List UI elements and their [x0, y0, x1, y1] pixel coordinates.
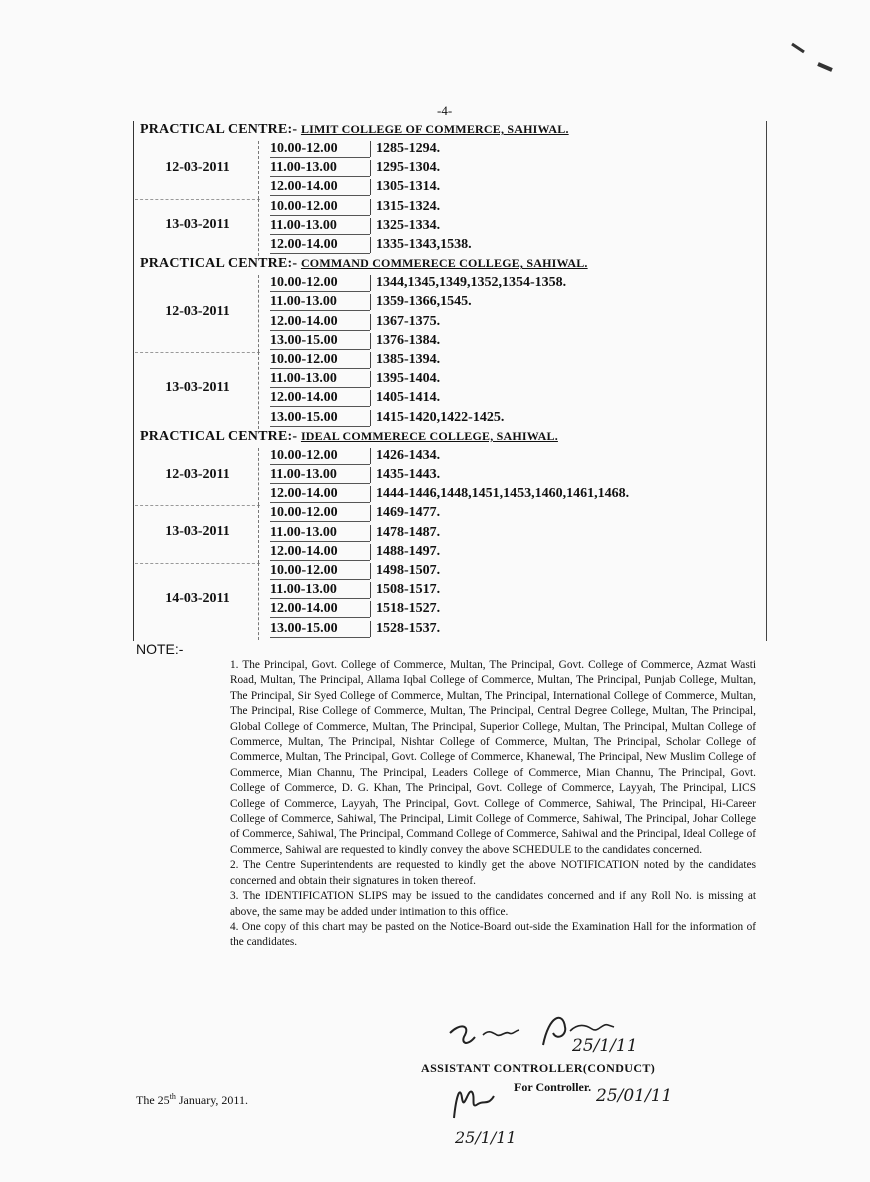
table-row: [258, 275, 758, 294]
table-row: [258, 218, 758, 237]
table-row: [258, 601, 758, 620]
time-slot: 12.00-14.00: [270, 179, 370, 196]
roll-numbers: 1385-1394.: [370, 352, 440, 368]
table-row: [258, 410, 758, 429]
table-row: [258, 486, 758, 505]
exam-date: 13-03-2011: [165, 380, 230, 396]
table-row: [258, 179, 758, 198]
signature-date: 25/1/11: [572, 1036, 638, 1056]
roll-numbers: 1395-1404.: [370, 371, 440, 387]
roll-numbers: 1335-1343,1538.: [370, 237, 472, 253]
table-row: [258, 199, 758, 218]
roll-numbers: 1478-1487.: [370, 525, 440, 541]
column-divider: [258, 563, 259, 640]
roll-numbers: 1444-1446,1448,1451,1453,1460,1461,1468.: [370, 486, 629, 502]
exam-date: 12-03-2011: [165, 466, 230, 482]
table-row: [258, 525, 758, 544]
roll-numbers: 1359-1366,1545.: [370, 294, 472, 310]
table-row: [258, 160, 758, 179]
exam-date: 12-03-2011: [165, 159, 230, 175]
time-slot: 10.00-12.00: [270, 505, 370, 522]
table-row: [258, 563, 758, 582]
side-mark-date: 25/01/11: [596, 1086, 673, 1106]
group-divider: [135, 352, 260, 353]
group-divider: [135, 563, 260, 564]
table-row: [258, 352, 758, 371]
time-slot: 10.00-12.00: [270, 563, 370, 580]
table-row: [258, 237, 758, 256]
column-divider: [258, 275, 259, 352]
table-row: [258, 467, 758, 486]
roll-numbers: 1376-1384.: [370, 333, 440, 349]
table-row: [258, 333, 758, 352]
group-divider: [135, 505, 260, 506]
note-3: 3. The IDENTIFICATION SLIPS may be issued to the candidates concerned and if any Roll No. is missing at above, the same may be added under intimation to this office.: [230, 890, 756, 918]
roll-numbers: 1344,1345,1349,1352,1354-1358.: [370, 275, 566, 291]
time-slot: 10.00-12.00: [270, 141, 370, 158]
time-slot: 11.00-13.00: [270, 467, 370, 484]
centre-prefix: PRACTICAL CENTRE:-: [140, 122, 301, 137]
time-slot: 12.00-14.00: [270, 544, 370, 561]
issue-date: The 25th January, 2011.: [136, 1092, 248, 1107]
time-slot: 11.00-13.00: [270, 525, 370, 542]
note-2: 2. The Centre Superintendents are requested to kindly get the above NOTIFICATION noted by the candidates concerned and obtain their signatures in token thereof.: [230, 859, 756, 887]
time-slot: 13.00-15.00: [270, 410, 370, 427]
table-row: [258, 294, 758, 313]
column-divider: [258, 141, 259, 199]
note-4: 4. One copy of this chart may be pasted on the Notice-Board out-side the Examination Hall for the information of the candidates.: [230, 920, 756, 949]
time-slot: 13.00-15.00: [270, 333, 370, 350]
note-1: 1. The Principal, Govt. College of Commerce, Multan, The Principal, Govt. College of Commerce, Azmat Wasti Road, Multan, The Principal, Allama Iqbal College of Commerce, Multan, The Principal, Punjab College, Multan, The Principal, Sir Syed College of Commerce, Multan, The Principal, International College of Commerce, Multan, The Principal, Rise College of Commerce, Multan, The Principal, Central Degree College, Multan, The Principal, Global College of Commerce, Multan, The Principal, Superior College, Multan, The Principal, Multan College of Commerce, Multan, The Principal, Nishtar College of Commerce, Multan, The Principal, Scholar College of Commerce, Multan, The Principal, Govt. College of Commerce, Khanewal, The Principal, New Muslim College of Commerce, Mian Channu, The Principal, Leaders College of Commerce, Mian Channu, The Principal, Govt. College of Commerce, D. G. Khan, The Principal, Govt. College of Commerce, Layyah, The Principal, LICS College of Commerce, Layyah, The Principal, Govt. College of Commerce, Sahiwal, The Principal, Hi-Career College of Commerce, Sahiwal, The Principal, Limit College of Commerce, Sahiwal, The Principal, Johar College of Commerce, Sahiwal, The Principal, Command College of Commerce, Sahiwal and the Principal, Ideal College of Commerce, Sahiwal are requested to kindly convey the above SCHEDULE to the candidates concerned.: [230, 659, 756, 856]
time-slot: 11.00-13.00: [270, 371, 370, 388]
time-slot: 12.00-14.00: [270, 314, 370, 331]
time-slot: 10.00-12.00: [270, 275, 370, 292]
schedule-frame-right: [766, 121, 767, 641]
time-slot: 10.00-12.00: [270, 352, 370, 369]
time-slot: 11.00-13.00: [270, 160, 370, 177]
roll-numbers: 1325-1334.: [370, 218, 440, 234]
centre-heading: [140, 429, 558, 445]
table-row: [258, 141, 758, 160]
column-divider: [258, 448, 259, 506]
time-slot: 12.00-14.00: [270, 237, 370, 254]
table-row: [258, 621, 758, 640]
table-row: [258, 505, 758, 524]
centre-heading: [140, 256, 588, 272]
roll-numbers: 1315-1324.: [370, 199, 440, 215]
time-slot: 12.00-14.00: [270, 486, 370, 503]
centre-name: COMMAND COMMERECE COLLEGE, SAHIWAL.: [300, 256, 588, 271]
initials-date: 25/1/11: [455, 1128, 517, 1147]
page-number: -4-: [437, 103, 453, 118]
roll-numbers: 1488-1497.: [370, 544, 440, 560]
controller-title: ASSISTANT CONTROLLER(CONDUCT): [421, 1061, 656, 1075]
roll-numbers: 1405-1414.: [370, 390, 440, 406]
exam-date: 14-03-2011: [165, 591, 230, 607]
note-label: NOTE:-: [136, 641, 184, 657]
centre-name: IDEAL COMMERECE COLLEGE, SAHIWAL.: [300, 428, 558, 443]
time-slot: 10.00-12.00: [270, 448, 370, 465]
time-slot: 13.00-15.00: [270, 621, 370, 638]
table-row: [258, 448, 758, 467]
table-row: [258, 544, 758, 563]
column-divider: [258, 199, 259, 257]
exam-date: 13-03-2011: [165, 524, 230, 540]
column-divider: [258, 505, 259, 563]
time-slot: 11.00-13.00: [270, 218, 370, 235]
roll-numbers: 1435-1443.: [370, 467, 440, 483]
table-row: [258, 582, 758, 601]
time-slot: 12.00-14.00: [270, 390, 370, 407]
roll-numbers: 1508-1517.: [370, 582, 440, 598]
centre-name: LIMIT COLLEGE OF COMMERCE, SAHIWAL.: [300, 122, 569, 136]
centre-prefix: PRACTICAL CENTRE:-: [140, 428, 301, 444]
roll-numbers: 1528-1537.: [370, 621, 440, 637]
exam-date: 13-03-2011: [165, 217, 230, 233]
group-divider: [135, 199, 260, 200]
notes: [230, 658, 756, 951]
time-slot: 10.00-12.00: [270, 199, 370, 216]
exam-date: 12-03-2011: [165, 303, 230, 319]
roll-numbers: 1295-1304.: [370, 160, 440, 176]
roll-numbers: 1426-1434.: [370, 448, 440, 464]
roll-numbers: 1469-1477.: [370, 505, 440, 521]
time-slot: 11.00-13.00: [270, 582, 370, 599]
roll-numbers: 1285-1294.: [370, 141, 440, 157]
roll-numbers: 1498-1507.: [370, 563, 440, 579]
table-row: [258, 371, 758, 390]
table-row: [258, 314, 758, 333]
column-divider: [258, 352, 259, 429]
roll-numbers: 1415-1420,1422-1425.: [370, 410, 504, 426]
controller-subtitle: For Controller.: [514, 1080, 592, 1094]
roll-numbers: 1305-1314.: [370, 179, 440, 195]
roll-numbers: 1367-1375.: [370, 314, 440, 330]
roll-numbers: 1518-1527.: [370, 601, 440, 617]
time-slot: 11.00-13.00: [270, 294, 370, 311]
centre-heading: [140, 122, 569, 138]
scan-speck: [790, 40, 840, 80]
initials-mark: [448, 1078, 508, 1128]
time-slot: 12.00-14.00: [270, 601, 370, 618]
centre-prefix: PRACTICAL CENTRE:-: [140, 256, 301, 272]
table-row: [258, 390, 758, 409]
